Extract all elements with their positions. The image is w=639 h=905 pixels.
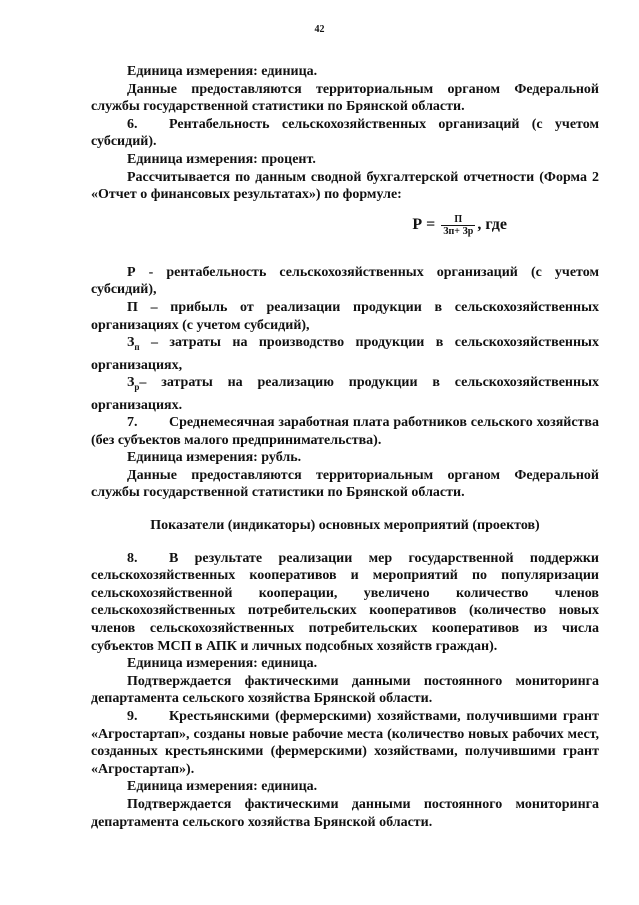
data-source-1: Данные предоставляются территориальным органом Федеральной службы государственной статистики по Брянской области.: [91, 81, 599, 115]
confirmation-2: Подтверждается фактическими данными постоянного мониторинга департамента сельского хозяйства Брянской области.: [91, 796, 599, 830]
data-source-2: Данные предоставляются территориальным органом Федеральной службы государственной статистики по Брянской области.: [91, 467, 599, 501]
zp-text: – затраты на производство продукции в сельскохозяйственных организациях,: [91, 335, 599, 373]
item-9-number: 9.: [127, 709, 138, 724]
unit-line-1: Единица измерения: единица.: [127, 64, 318, 79]
formula-tail: , где: [477, 215, 507, 233]
item-6-number: 6.: [127, 116, 138, 132]
formula: [91, 204, 599, 264]
unit-line-4: Единица измерения: единица.: [127, 656, 318, 672]
formula-denominator: Зп+ Зр: [443, 225, 474, 237]
unit-line-3: Единица измерения: рубль.: [127, 450, 302, 466]
unit-line-2: Единица измерения: процент.: [127, 151, 316, 167]
document-body: [91, 63, 599, 831]
item-9: [91, 708, 599, 778]
item-9-text: Крестьянскими (фермерскими) хозяйствами, получившими грант «Агростартап», созданы новые рабочие места (количество новых рабочих мест, созданных крестьянскими (фермерскими) хозяйствами, получившими грант «Агростартап»).: [91, 709, 599, 777]
definition-p: Р - рентабельность сельскохозяйственных организаций (с учетом субсидий),: [91, 264, 599, 298]
zp-symbol: З: [127, 335, 135, 351]
item-7-text: Среднемесячная заработная плата работников сельского хозяйства (без субъектов малого предпринимательства).: [91, 415, 599, 448]
zp-subscript: п: [134, 341, 140, 352]
formula-numerator: П: [441, 214, 475, 226]
unit-line-5: Единица измерения: единица.: [127, 779, 318, 795]
zr-subscript: р: [134, 381, 140, 392]
item-8-text: В результате реализации мер государственной поддержки сельскохозяйственных кооперативов и мероприятий по популяризации сельскохозяйственной кооперации, увеличено количество членов сельскохозяйственных потребительских кооперативов (количество новых членов сельскохозяйственных потребительских кооперативов из числа субъектов МСП в АПК и личных подсобных хозяйств граждан).: [91, 550, 599, 654]
item-7: [91, 414, 599, 449]
section-heading: Показатели (индикаторы) основных мероприятий (проектов): [150, 518, 540, 534]
item-6: [91, 116, 599, 151]
definition-profit: П – прибыль от реализации продукции в сельскохозяйственных организациях (с учетом субсидий),: [91, 299, 599, 333]
item-8: [91, 550, 599, 656]
zr-text: – затраты на реализацию продукции в сельскохозяйственных организациях.: [91, 375, 599, 413]
item-7-number: 7.: [127, 415, 138, 431]
confirmation-1: Подтверждается фактическими данными постоянного мониторинга департамента сельского хозяйства Брянской области.: [91, 673, 599, 707]
definition-zp: [91, 334, 599, 374]
formula-lhs: Р =: [412, 215, 436, 233]
definition-zr: [91, 374, 599, 414]
calculation-note: Рассчитывается по данным сводной бухгалтерской отчетности (Форма 2 «Отчет о финансовых результатах») по формуле:: [91, 169, 599, 203]
zr-symbol: З: [127, 375, 135, 391]
formula-fraction: [441, 214, 475, 237]
page-number: 42: [314, 24, 325, 35]
item-6-text: Рентабельность сельскохозяйственных организаций (с учетом субсидий).: [91, 116, 599, 150]
item-8-number: 8.: [127, 550, 138, 566]
